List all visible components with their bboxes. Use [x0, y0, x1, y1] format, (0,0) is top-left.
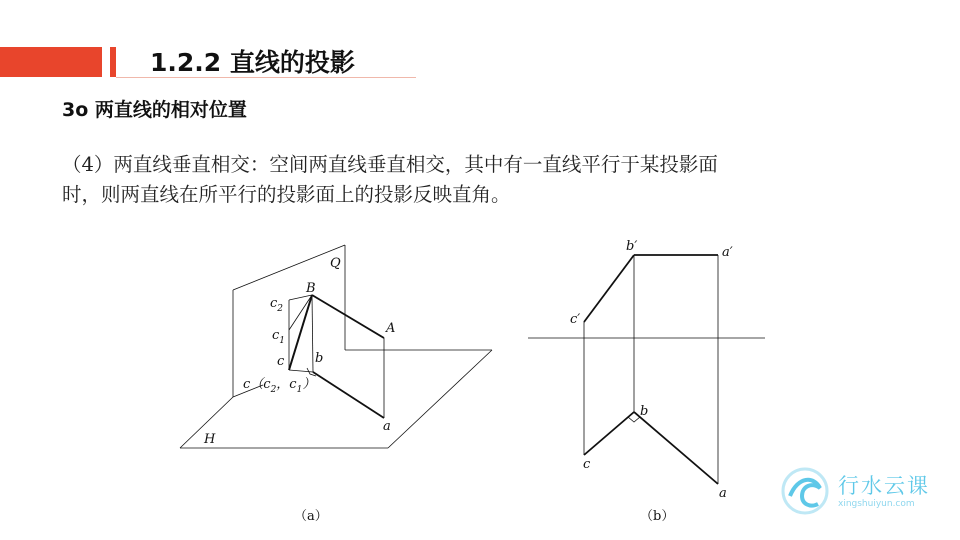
label-a-prime: a′: [722, 245, 733, 260]
figure-a: [180, 245, 492, 448]
h-plane-right-edge: [388, 350, 492, 448]
figure-a-labels: [203, 256, 395, 524]
label-b: b: [315, 351, 324, 366]
line-b-a: [634, 412, 718, 484]
label-c2: $c_2$: [270, 296, 284, 314]
label-b-h: b: [640, 404, 649, 419]
body-line-1: （4）两直线垂直相交：空间两直线垂直相交，其中有一直线平行于某投影面: [62, 153, 718, 176]
figure-b-labels: [570, 239, 733, 524]
label-a-h: a: [719, 486, 727, 501]
line-ba: [313, 372, 384, 418]
label-c-projection: $c(c_2$，$c_1$）: [243, 377, 316, 395]
body-line-2: 时，则两直线在所平行的投影面上的投影反映直角。: [62, 183, 511, 206]
watermark-url: xingshuiyun.com: [838, 499, 915, 509]
figure-b: [528, 255, 765, 484]
caption-a: （a）: [294, 509, 328, 524]
label-b-prime: b′: [626, 239, 638, 254]
c-to-b: [289, 370, 313, 372]
label-c-h: c: [583, 457, 591, 472]
label-B: B: [306, 281, 316, 296]
line-Bc: [289, 295, 312, 370]
right-angle-mark-b: [628, 417, 640, 422]
watermark-logo: [780, 466, 940, 516]
label-c: c: [277, 354, 285, 369]
line-BA: [312, 295, 384, 338]
projector-c1: [289, 295, 312, 330]
label-c1: $c_1$: [272, 328, 286, 346]
watermark-brand: 行水云课: [838, 474, 930, 498]
label-H: H: [204, 432, 216, 447]
label-Q: Q: [330, 256, 341, 271]
label-A: A: [386, 321, 396, 336]
projector-B-b: [312, 295, 313, 372]
label-a: a: [383, 419, 391, 434]
section-subtitle: 3o 两直线的相对位置: [62, 99, 247, 121]
label-c-prime: c′: [570, 312, 581, 327]
page-title: 1.2.2 直线的投影: [150, 48, 355, 77]
line-b-c: [584, 412, 634, 455]
q-plane-top-edge: [233, 245, 345, 290]
line-b-prime-c-prime: [584, 255, 634, 322]
wave-logo-icon: [780, 466, 836, 516]
caption-b: （b）: [640, 509, 675, 524]
